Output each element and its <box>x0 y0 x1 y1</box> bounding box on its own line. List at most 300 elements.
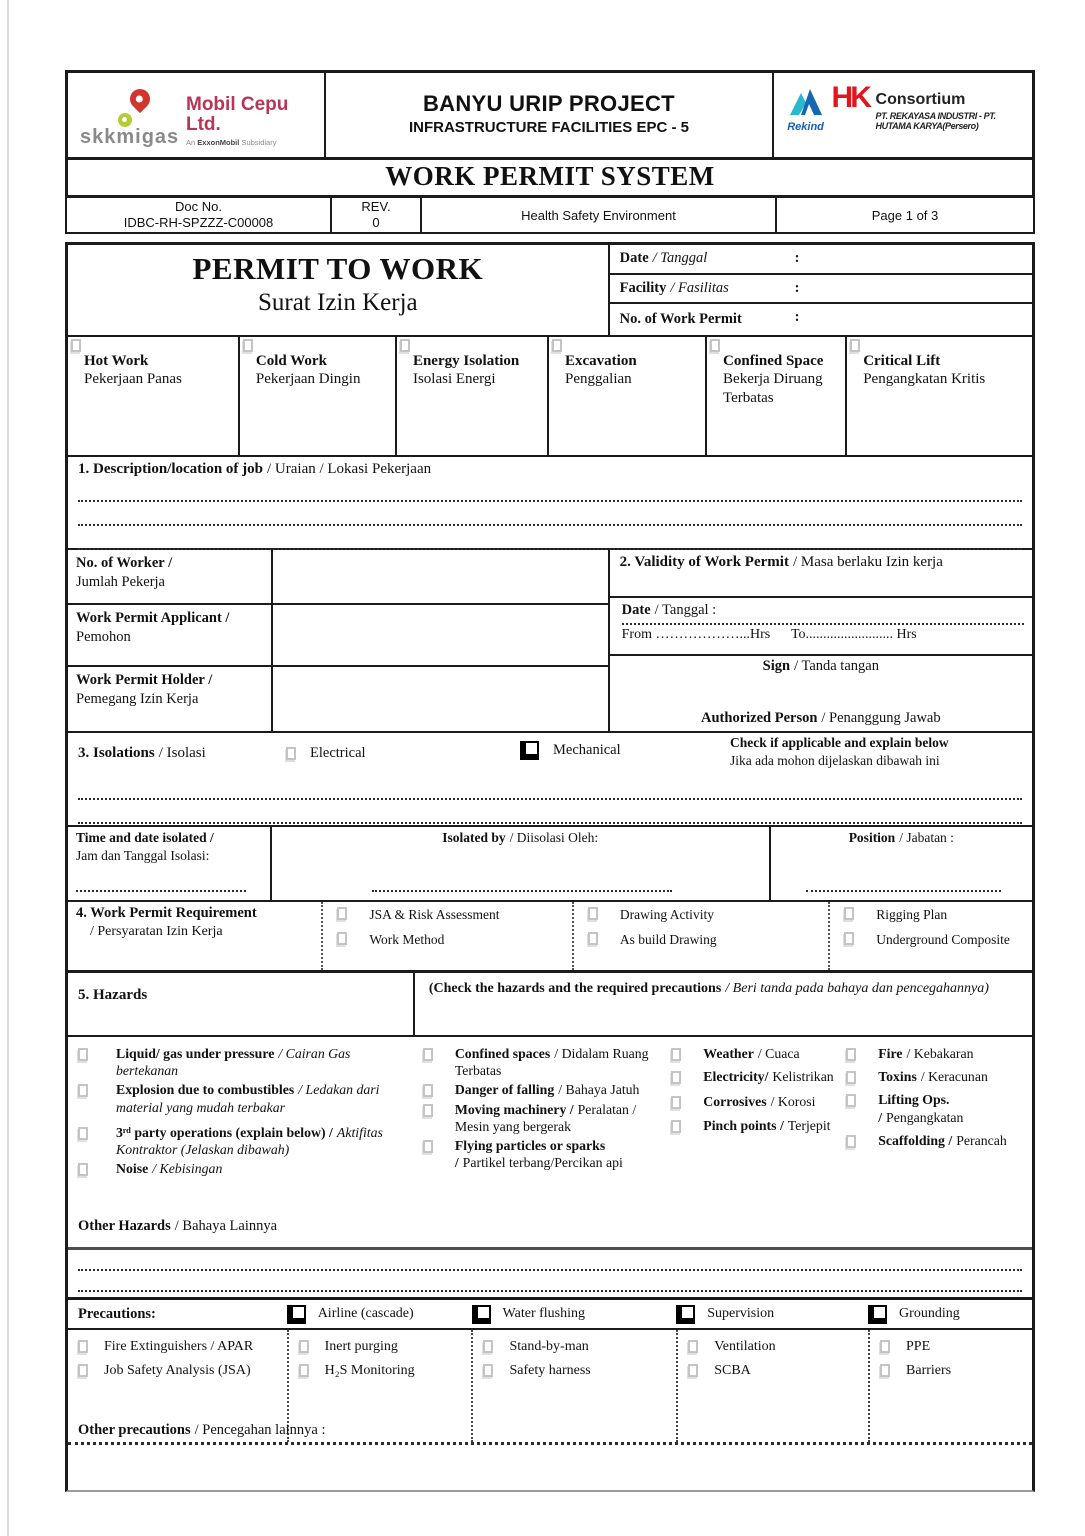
scaffolding-checkbox[interactable] <box>846 1135 856 1148</box>
precaution-item <box>483 1362 676 1380</box>
mechanical-option[interactable] <box>520 741 621 760</box>
hazard-item <box>846 1068 1032 1085</box>
hot-work-checkbox[interactable] <box>71 339 81 352</box>
work-permit-no-field-row[interactable] <box>610 304 1032 337</box>
isolated-by-label-en: Isolated by <box>442 830 506 845</box>
description-title-id: / Uraian / Lokasi Pekerjaan <box>267 461 432 477</box>
weather-checkbox[interactable] <box>671 1048 681 1061</box>
ppe-checkbox[interactable] <box>880 1340 890 1353</box>
hazard-label <box>703 1068 833 1085</box>
permit-title-en: PERMIT TO WORK <box>192 251 484 286</box>
hazard-label-id: Perancah <box>956 1132 1007 1148</box>
precaution-label: Ventilation <box>714 1339 776 1354</box>
other-hazards-en: Other Hazards <box>78 1218 171 1234</box>
precautions-grid <box>68 1330 1032 1445</box>
worker-count-label-en: No. of Worker / <box>76 555 173 571</box>
isolated-by-label-id: / Diisolasi Oleh: <box>509 830 599 845</box>
validity-sign-area[interactable] <box>610 656 1032 731</box>
explosion-combustibles-checkbox[interactable] <box>78 1084 88 1097</box>
hazard-item <box>78 1124 413 1158</box>
requirements-title-id: / Persyaratan Izin Kerja <box>90 923 223 939</box>
fire-extinguishers-checkbox[interactable] <box>78 1340 88 1353</box>
other-precautions-id: / Pencegahan lainnya : <box>194 1422 326 1438</box>
hazard-item <box>423 1045 661 1079</box>
mobil-sub-post: Subsidiary <box>239 137 277 147</box>
other-hazards-id: / Bahaya Lainnya <box>174 1218 278 1234</box>
precaution-item <box>880 1338 1032 1356</box>
worker-count-label-id: Jumlah Pekerja <box>76 573 165 590</box>
hazard-label <box>116 1045 406 1079</box>
work-permit-no-colon: : <box>794 309 800 325</box>
consortium-title: Consortium <box>875 91 966 108</box>
isolations-title-en: 3. Isolations <box>78 745 155 761</box>
date-label-id: / Tanggal <box>652 250 708 266</box>
precaution-item <box>78 1338 287 1356</box>
mechanical-label: Mechanical <box>553 741 621 758</box>
hazard-label <box>455 1081 650 1098</box>
hazard-label-id: / Korosi <box>770 1094 816 1110</box>
header-logos-cell <box>68 73 326 157</box>
other-hazards-lines <box>68 1250 1032 1292</box>
requirement-label: Rigging Plan <box>876 907 948 922</box>
hazard-item <box>78 1045 413 1079</box>
hazard-label-en: Toxins <box>878 1069 917 1085</box>
hazard-label <box>455 1045 650 1079</box>
precaution-label: Stand-by-man <box>509 1339 589 1354</box>
validity-date-label-en: Date <box>621 602 651 618</box>
precaution-airline[interactable] <box>287 1305 472 1324</box>
hazard-label-en: Corrosives <box>703 1094 767 1110</box>
precaution-label: Barriers <box>906 1363 952 1379</box>
work-type-label-en: Cold Work <box>255 353 327 369</box>
isolations-line-1[interactable] <box>78 779 1022 800</box>
applicant-label <box>68 605 271 665</box>
work-type-label-en: Critical Lift <box>863 353 941 369</box>
drawing-activity-checkbox[interactable] <box>588 907 598 920</box>
hazard-item <box>846 1045 1032 1062</box>
hazard-label <box>455 1137 650 1171</box>
work-type-label-id: Penggalian <box>565 370 632 387</box>
h2s-monitoring-checkbox[interactable] <box>299 1364 309 1377</box>
position-line[interactable] <box>806 890 1001 892</box>
rekind-mark-icon <box>788 89 824 115</box>
hazard-label-id: / Keracunan <box>920 1069 988 1085</box>
supervision-checkbox-checked[interactable] <box>676 1305 695 1324</box>
scba-checkbox[interactable] <box>688 1364 698 1377</box>
precaution-label: Inert purging <box>324 1339 398 1354</box>
water-flushing-checkbox-checked[interactable] <box>472 1305 491 1324</box>
other-hazards-title <box>68 1210 1032 1250</box>
worker-count-input-cell[interactable] <box>271 550 608 603</box>
hazards-note <box>413 973 1032 1035</box>
rev-value: 0 <box>372 215 380 231</box>
position-label-en: Position <box>848 830 896 845</box>
worker-count-row <box>68 550 608 605</box>
exxonmobil-subsidiary-text <box>186 138 326 147</box>
hazard-label-en: Flying particles or sparks / <box>454 1138 606 1171</box>
safety-harness-checkbox[interactable] <box>483 1364 493 1377</box>
hazard-label-en: Scaffolding / <box>878 1132 953 1148</box>
page-number-cell: Page 1 of 3 <box>871 207 939 223</box>
skkmigas-logo <box>80 87 180 149</box>
hazard-label <box>878 1132 1028 1149</box>
hazard-label <box>455 1101 650 1135</box>
toxins-checkbox[interactable] <box>846 1071 856 1084</box>
hazard-label <box>116 1124 406 1158</box>
precaution-label: H₂S Monitoring <box>324 1363 415 1379</box>
hazards-col-3 <box>661 1045 836 1210</box>
date-colon: : <box>794 250 800 266</box>
permit-form <box>65 242 1035 1492</box>
hazard-label-en: Pinch points / <box>703 1117 784 1133</box>
mobil-sub-pre: An <box>186 137 198 147</box>
facility-label-id: / Fasilitas <box>670 280 729 296</box>
work-type-label-id: Pekerjaan Dingin <box>255 370 361 387</box>
holder-label-en: Work Permit Holder / <box>76 672 213 688</box>
permit-title-block <box>68 245 608 335</box>
requirement-label: As build Drawing <box>619 932 717 947</box>
confined-spaces-checkbox[interactable] <box>423 1048 433 1061</box>
hazard-item <box>846 1132 1032 1149</box>
ventilation-checkbox[interactable] <box>688 1340 698 1353</box>
underground-composite-checkbox[interactable] <box>844 932 854 945</box>
hazards-grid <box>68 1037 1032 1210</box>
hazards-col-4 <box>836 1045 1032 1210</box>
barriers-checkbox[interactable] <box>880 1364 890 1377</box>
precaution-label: Job Safety Analysis (JSA) <box>104 1363 251 1379</box>
hazard-item <box>671 1117 836 1134</box>
work-type-label-en: Energy Isolation <box>412 353 520 369</box>
authorized-person-label <box>610 710 1032 727</box>
hazards-note-id: / Beri tanda pada bahaya dan pencegahannya) <box>725 981 989 996</box>
project-title: BANYU URIP PROJECT <box>422 91 675 116</box>
requirements-col-3 <box>828 902 1032 970</box>
description-line-1[interactable] <box>78 478 1022 502</box>
hazard-label-en: Fire <box>878 1046 903 1061</box>
isolated-by-line[interactable] <box>372 890 672 892</box>
requirement-item <box>588 932 828 948</box>
hazard-label-en: Liquid/ gas under pressure <box>116 1046 275 1061</box>
validity-from-to-line[interactable]: From ………………...Hrs To......................... Hrs <box>622 623 1024 643</box>
rekind-wordmark: Rekind <box>787 121 824 133</box>
work-type-excavation <box>549 337 707 455</box>
hazard-label-en: Weather <box>703 1046 754 1061</box>
section-isolations <box>68 733 1032 827</box>
project-title-cell <box>326 73 773 157</box>
permit-title-row <box>68 245 1032 337</box>
applicant-label-id: Pemohon <box>76 628 131 645</box>
other-hazards-line-1[interactable] <box>78 1250 1022 1271</box>
precaution-label: Supervision <box>707 1306 775 1321</box>
precaution-item <box>688 1362 868 1380</box>
precaution-label: PPE <box>906 1339 931 1354</box>
hazard-label-en: Danger of falling <box>454 1082 555 1098</box>
confined-space-checkbox[interactable] <box>710 339 720 352</box>
requirement-item <box>337 907 571 923</box>
hazard-item <box>423 1101 661 1135</box>
rigging-plan-checkbox[interactable] <box>844 907 854 920</box>
hazard-label-id: / Didalam Ruang Terbatas <box>454 1046 649 1079</box>
other-hazards-line-2[interactable] <box>78 1271 1022 1292</box>
hazards-col-2 <box>413 1045 661 1210</box>
requirements-title-en: 4. Work Permit Requirement <box>76 905 257 921</box>
job-safety-analysis-checkbox[interactable] <box>78 1364 88 1377</box>
precaution-item <box>299 1338 472 1356</box>
other-hazards-block <box>68 1210 1032 1297</box>
moving-machinery-checkbox[interactable] <box>423 1104 433 1117</box>
green-dot-icon <box>118 113 132 127</box>
work-type-label-en: Confined Space <box>723 353 824 369</box>
jsa-risk-assessment-checkbox[interactable] <box>337 907 347 920</box>
precaution-label: Grounding <box>899 1306 960 1321</box>
precautions-title: Precautions: <box>78 1305 156 1322</box>
isolation-detail-row <box>68 827 1032 902</box>
applicant-input-cell[interactable] <box>271 605 608 665</box>
noise-checkbox[interactable] <box>78 1163 88 1176</box>
mechanical-checkbox-checked[interactable] <box>520 741 539 760</box>
precaution-item <box>78 1362 287 1380</box>
bottom-empty-area <box>68 1445 1032 1490</box>
validity-title-en: 2. Validity of Work Permit <box>619 554 789 570</box>
work-type-label-id: Pekerjaan Panas <box>84 370 182 387</box>
hazard-label-en: Explosion due to combustibles <box>116 1082 295 1098</box>
hazard-label-id: Aktifitas Kontraktor (Jelaskan dibawah) <box>116 1124 383 1158</box>
grounding-checkbox-checked[interactable] <box>868 1305 887 1324</box>
time-date-isolated-cell <box>68 827 270 900</box>
authorized-person-en: Authorized Person <box>701 710 818 726</box>
isolations-line-2[interactable] <box>78 803 1022 824</box>
consortium-cell <box>774 73 1032 157</box>
work-method-checkbox[interactable] <box>337 932 347 945</box>
work-type-critical-lift <box>847 337 1032 455</box>
time-date-isolated-label-en: Time and date isolated / <box>76 830 214 845</box>
precautions-col-5 <box>868 1330 1032 1442</box>
header <box>65 70 1035 160</box>
hazard-label-en: 3ʳᵈ party operations (explain below) / <box>116 1124 333 1140</box>
authorized-person-id: / Penanggung Jawab <box>821 710 941 726</box>
validity-date-label-id: / Tanggal : <box>654 602 717 618</box>
precautions-col-1 <box>68 1330 326 1442</box>
work-type-label-en: Hot Work <box>84 353 149 369</box>
work-type-label-en: Excavation <box>565 353 637 369</box>
requirements-title <box>68 902 321 970</box>
airline-checkbox-checked[interactable] <box>287 1305 306 1324</box>
precaution-item <box>299 1362 472 1380</box>
doc-no-label: Doc No. <box>175 199 222 214</box>
work-type-energy-isolation <box>397 337 549 455</box>
isolated-by-cell <box>270 827 769 900</box>
workers-block <box>68 550 608 731</box>
electrical-label: Electrical <box>310 745 366 761</box>
liquid-gas-pressure-checkbox[interactable] <box>78 1048 88 1061</box>
workers-validity-block <box>68 550 1032 733</box>
precaution-water-flushing[interactable] <box>472 1305 677 1324</box>
description-line-2[interactable] <box>78 502 1022 526</box>
hazard-item <box>671 1093 836 1110</box>
doc-info-row <box>65 198 1035 234</box>
precautions-header-row <box>68 1297 1032 1330</box>
rev-label: REV. <box>361 199 391 214</box>
time-date-isolated-line[interactable] <box>76 890 246 892</box>
date-label-en: Date <box>619 250 649 266</box>
hazard-item <box>78 1160 413 1177</box>
electricity-checkbox[interactable] <box>671 1071 681 1084</box>
hazard-label <box>116 1081 406 1115</box>
precaution-item <box>483 1338 676 1356</box>
hazard-item <box>671 1045 836 1062</box>
location-pin-icon <box>126 85 154 113</box>
position-label-id: / Jabatan : <box>899 830 954 845</box>
isolations-title-id: / Isolasi <box>158 745 206 761</box>
fire-checkbox[interactable] <box>846 1048 856 1061</box>
validity-date-row <box>610 598 1032 656</box>
hazard-label <box>878 1045 1028 1062</box>
precautions-col-3 <box>471 1330 676 1442</box>
hazard-label <box>703 1045 833 1062</box>
hazard-label-id: Pengangkatan <box>886 1109 964 1125</box>
hazard-label <box>116 1160 406 1177</box>
hazard-item <box>846 1091 1032 1125</box>
doc-no-cell <box>67 198 332 232</box>
hazard-label-en: Lifting Ops. / <box>878 1092 950 1125</box>
requirement-item <box>337 932 571 948</box>
consortium-subtitle: PT. REKAYASA INDUSTRI - PT. HUTAMA KARYA(Persero) <box>875 111 996 132</box>
work-type-label-id: Pengangkatan Kritis <box>863 370 986 387</box>
requirements-col-1 <box>321 902 571 970</box>
requirement-label: JSA & Risk Assessment <box>369 907 500 922</box>
hazard-label-en: Confined spaces <box>454 1046 551 1061</box>
precaution-grounding[interactable] <box>868 1305 1032 1324</box>
hazard-label <box>703 1117 833 1134</box>
exxonmobil-brand: ExxonMobil <box>197 137 240 147</box>
hazard-label <box>703 1093 833 1110</box>
description-title <box>78 461 1022 478</box>
hazard-label-id: / Kebakaran <box>906 1046 974 1061</box>
hazard-label-id: / Cuaca <box>757 1046 800 1061</box>
worker-count-label <box>68 550 271 603</box>
requirement-item <box>588 907 828 923</box>
hazards-title: 5. Hazards <box>78 987 148 1003</box>
requirement-item <box>844 932 1032 948</box>
project-subtitle: INFRASTRUCTURE FACILITIES EPC - 5 <box>408 119 689 136</box>
flying-particles-checkbox[interactable] <box>423 1140 433 1153</box>
holder-label-id: Pemegang Izin Kerja <box>76 690 199 707</box>
precaution-label: Safety harness <box>509 1363 591 1379</box>
holder-label <box>68 667 271 731</box>
precaution-label: Fire Extinguishers / APAR <box>104 1339 254 1354</box>
doc-no-value: IDBC-RH-SPZZZ-C00008 <box>123 215 274 231</box>
isolations-note-line2: Jika ada mohon dijelaskan dibawah ini <box>730 753 940 769</box>
hazard-label-id: Peralatan / Mesin yang bergerak <box>454 1101 637 1134</box>
applicant-row <box>68 605 608 667</box>
holder-row <box>68 667 608 731</box>
work-type-hot-work <box>68 337 240 455</box>
electrical-option[interactable] <box>286 745 366 762</box>
section-description <box>68 457 1032 550</box>
hazard-label-id: / Kebisingan <box>152 1161 223 1177</box>
corrosives-checkbox[interactable] <box>671 1096 681 1109</box>
sign-label-en: Sign <box>762 658 791 674</box>
hazard-item <box>423 1137 661 1171</box>
other-precautions-en: Other precautions <box>78 1422 191 1438</box>
precaution-label: SCBA <box>714 1363 751 1379</box>
permit-title-id: Surat Izin Kerja <box>257 289 418 316</box>
precaution-item <box>688 1338 868 1356</box>
precaution-item <box>880 1362 1032 1380</box>
hazard-item <box>423 1081 661 1098</box>
work-permit-system-title: WORK PERMIT SYSTEM <box>65 160 1035 198</box>
facility-label-en: Facility <box>619 280 667 296</box>
hazard-label-en: Electricity/ <box>703 1069 769 1085</box>
third-party-operations-checkbox[interactable] <box>78 1127 88 1140</box>
time-date-isolated-label-id: Jam dan Tanggal Isolasi: <box>76 848 210 864</box>
facility-colon: : <box>794 280 800 296</box>
hazard-label-id: Terjepit <box>787 1117 831 1133</box>
hazard-label-id: / Ledakan dari material yang mudah terbakar <box>116 1082 380 1115</box>
requirement-item <box>844 907 1032 923</box>
form-sheet <box>65 70 1035 1492</box>
hutama-karya-logo: HK <box>831 81 869 114</box>
description-title-en: 1. Description/location of job <box>78 461 263 477</box>
hazards-note-en: (Check the hazards and the required precautions <box>428 981 722 996</box>
requirements-col-2 <box>572 902 828 970</box>
rev-cell <box>332 198 422 232</box>
section-requirements <box>68 902 1032 973</box>
cold-work-checkbox[interactable] <box>243 339 253 352</box>
hazard-label <box>878 1068 1028 1085</box>
department-cell: Health Safety Environment <box>422 198 777 232</box>
applicant-label-en: Work Permit Applicant / <box>76 610 230 626</box>
mobil-cepu-logo <box>186 95 326 147</box>
hazard-item <box>671 1068 836 1085</box>
work-type-confined-space <box>707 337 847 455</box>
stand-by-man-checkbox[interactable] <box>483 1340 493 1353</box>
date-field-row[interactable] <box>610 245 1032 275</box>
holder-input-cell[interactable] <box>271 667 608 731</box>
danger-of-falling-checkbox[interactable] <box>423 1084 433 1097</box>
isolations-note <box>730 734 1026 770</box>
electrical-checkbox[interactable] <box>286 747 296 760</box>
consortium-text <box>876 91 1028 132</box>
hazard-item <box>78 1081 413 1115</box>
hazard-label-en: Noise <box>116 1161 149 1177</box>
hazard-label-id: Partikel terbang/Percikan api <box>462 1155 623 1171</box>
hazard-label-en: Moving machinery / <box>454 1101 574 1117</box>
isolations-note-line1: Check if applicable and explain below <box>730 735 949 750</box>
section-hazards-header <box>68 973 1032 1037</box>
hazard-label-id: Kelistrikan <box>772 1069 834 1085</box>
hazard-label <box>878 1091 1028 1125</box>
validity-title <box>610 550 1032 598</box>
energy-isolation-checkbox[interactable] <box>400 339 410 352</box>
inert-purging-checkbox[interactable] <box>299 1340 309 1353</box>
hazard-label-id: / Bahaya Jatuh <box>558 1082 640 1098</box>
critical-lift-checkbox[interactable] <box>850 339 860 352</box>
sign-label-id: / Tanda tangan <box>794 658 879 674</box>
work-permit-no-label: No. of Work Permit <box>619 311 742 327</box>
work-type-row <box>68 337 1032 457</box>
description-line-3[interactable] <box>78 526 1022 550</box>
lifting-ops-checkbox[interactable] <box>846 1094 856 1107</box>
work-type-cold-work <box>240 337 397 455</box>
excavation-checkbox[interactable] <box>552 339 562 352</box>
permit-meta-block <box>608 245 1032 335</box>
as-build-drawing-checkbox[interactable] <box>588 932 598 945</box>
work-type-label-id: Isolasi Energi <box>412 370 496 387</box>
facility-field-row[interactable] <box>610 275 1032 304</box>
precaution-supervision[interactable] <box>676 1305 868 1324</box>
pinch-points-checkbox[interactable] <box>671 1120 681 1133</box>
